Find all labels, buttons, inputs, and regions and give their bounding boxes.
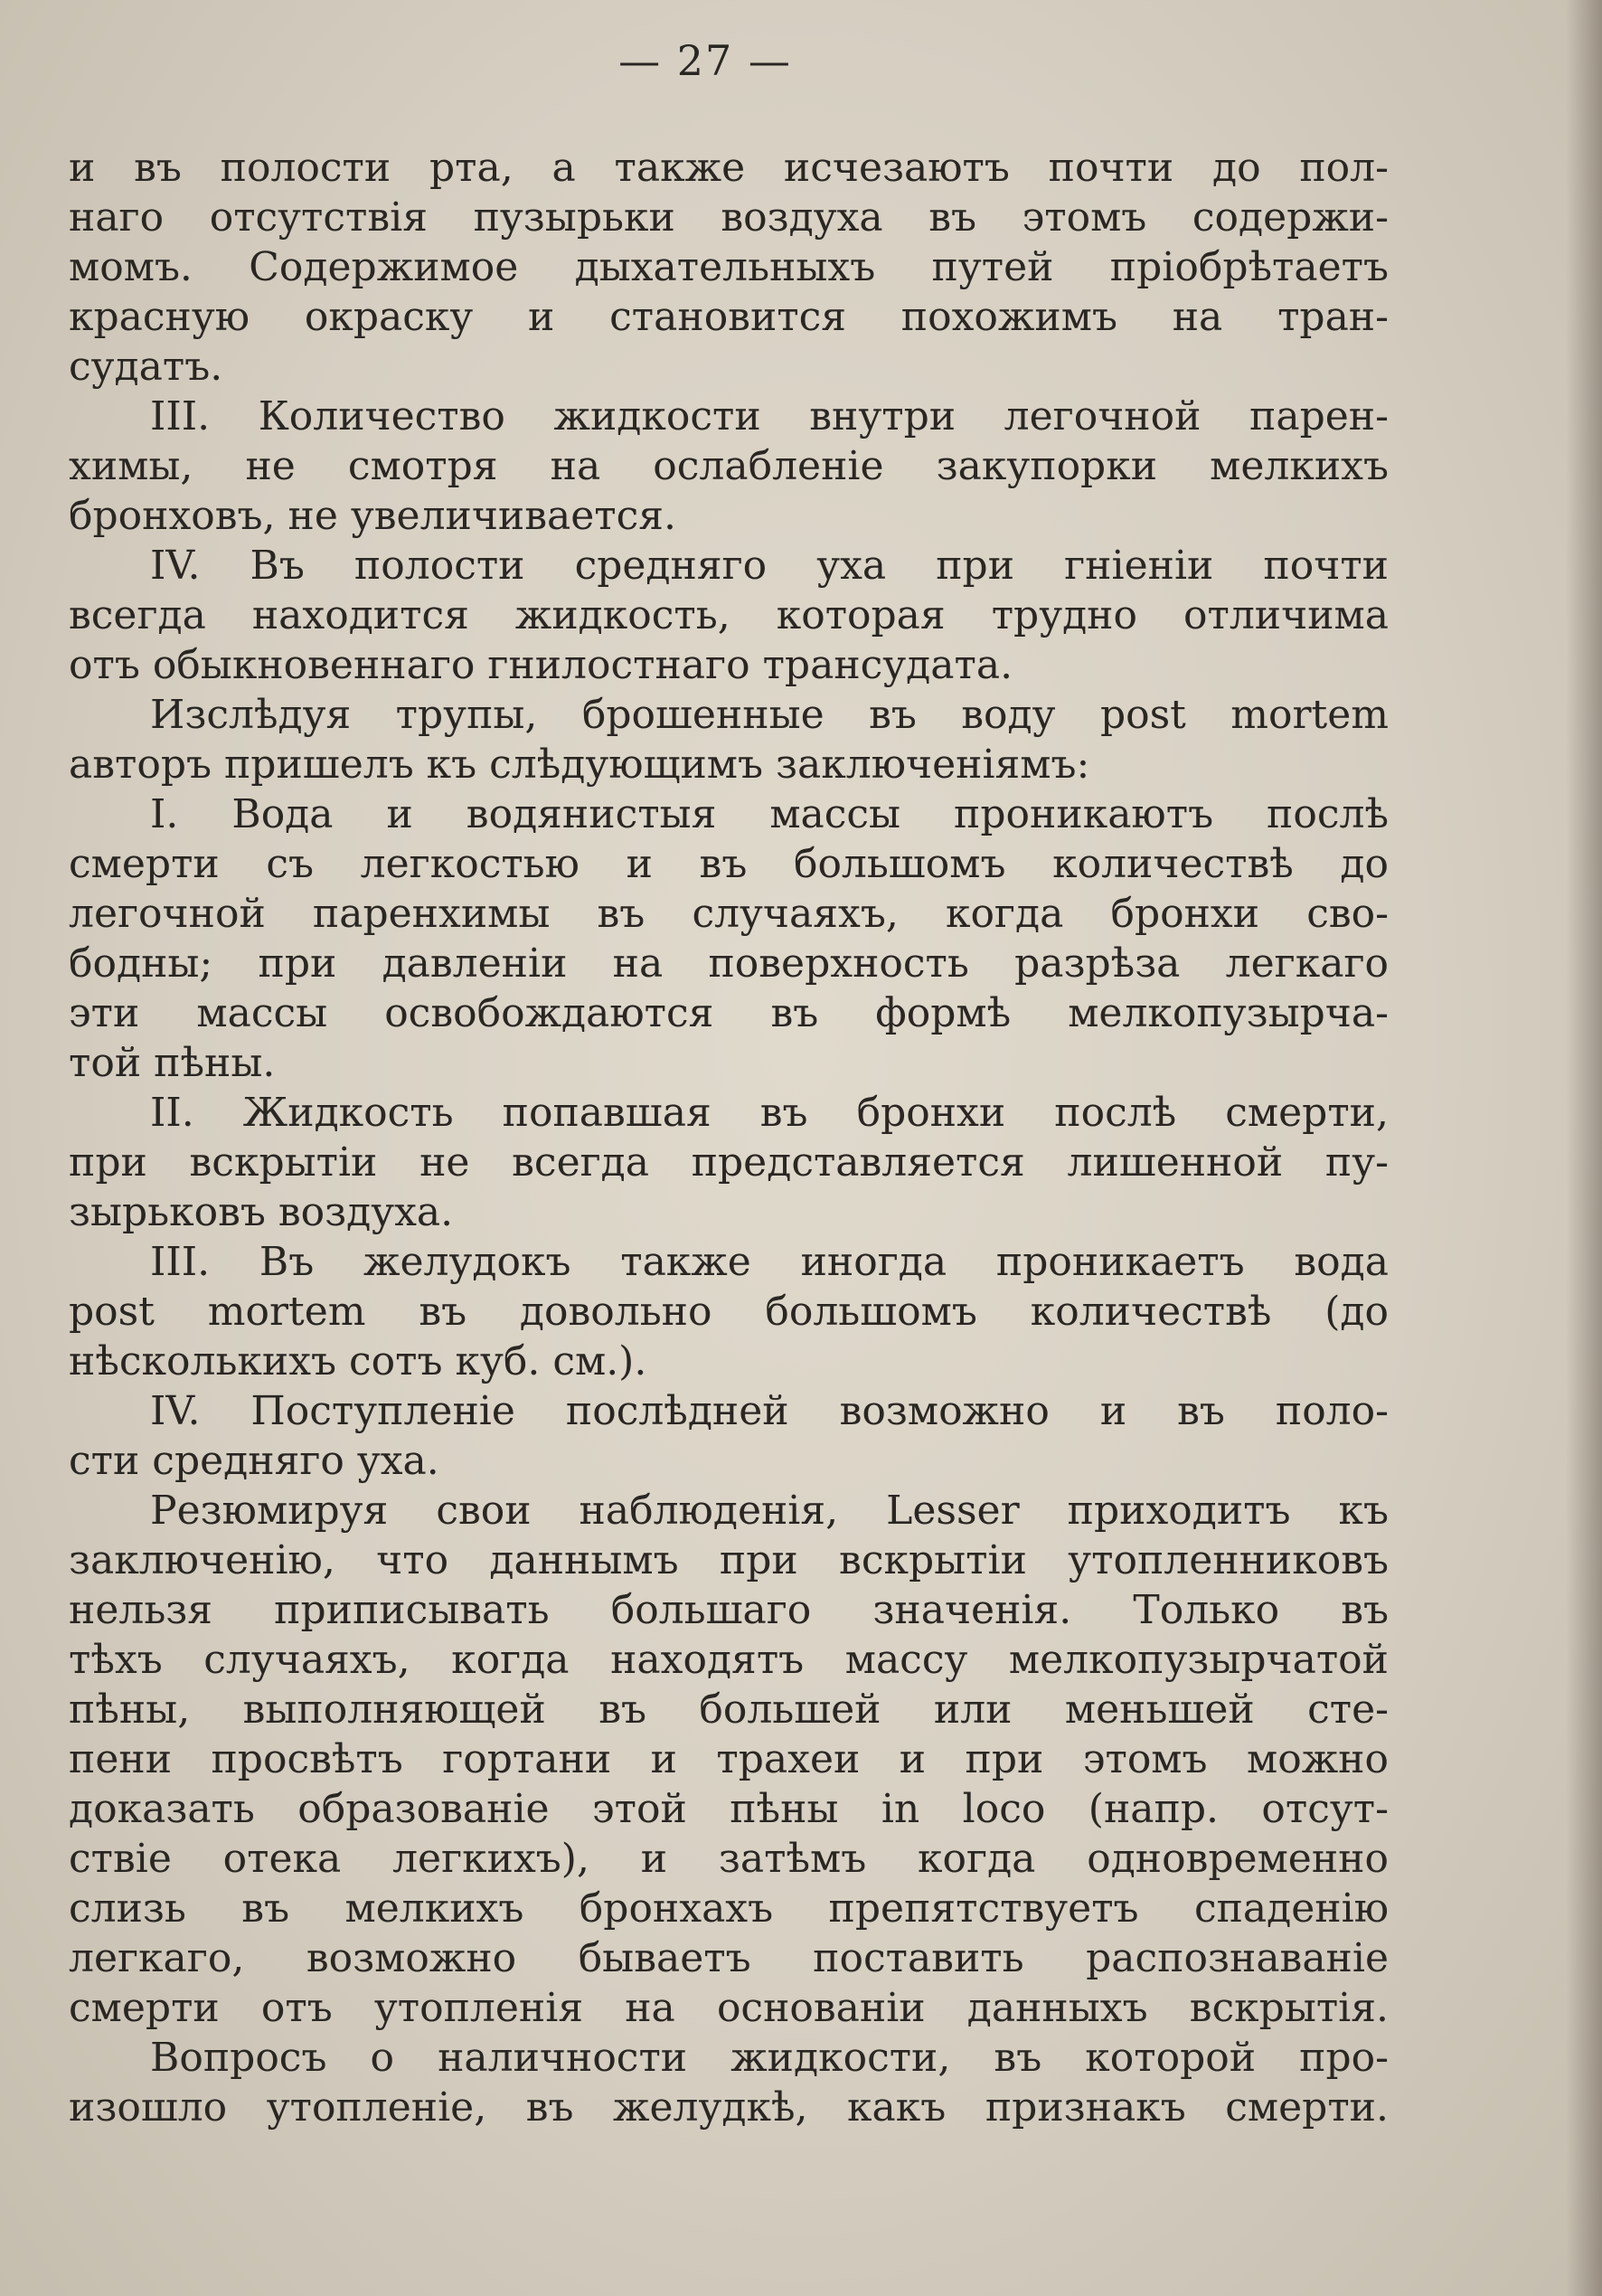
- text-line: авторъ пришелъ къ слѣдующимъ заключеніямъ:: [69, 742, 1090, 788]
- text-line: той пѣны.: [69, 1040, 276, 1086]
- text-line: момъ. Содержимое дыхательныхъ путей пріобрѣтаетъ: [69, 244, 1389, 290]
- text-line: судатъ.: [69, 344, 223, 390]
- text-line: Изслѣдуя трупы, брошенные въ воду post mortem: [150, 692, 1389, 738]
- text-line: I. Вода и водянистыя массы проникаютъ послѣ: [150, 791, 1389, 837]
- text-line: легочной паренхимы въ случаяхъ, когда бронхи сво-: [69, 891, 1389, 937]
- text-line: легкаго, возможно бываетъ поставить распознаваніе: [69, 1935, 1389, 1981]
- text-line: III. Въ желудокъ также иногда проникаетъ вода: [150, 1239, 1389, 1285]
- text-line: при вскрытіи не всегда представляется лишенной пу-: [69, 1139, 1389, 1186]
- text-line: красную окраску и становится похожимъ на тран-: [69, 294, 1389, 340]
- text-line: IV. Въ полости средняго уха при гніеніи почти: [150, 543, 1389, 589]
- text-line: пени просвѣтъ гортани и трахеи и при этомъ можно: [69, 1736, 1389, 1782]
- page-number: — 27 —: [618, 36, 792, 85]
- text-line: зырьковъ воздуха.: [69, 1189, 454, 1235]
- text-line: заключенію, что даннымъ при вскрытіи утопленниковъ: [69, 1537, 1389, 1583]
- text-line: изошло утопленіе, въ желудкѣ, какъ признакъ смерти.: [69, 2084, 1389, 2131]
- text-line: тѣхъ случаяхъ, когда находятъ массу мелкопузырчатой: [69, 1637, 1389, 1683]
- text-line: Вопросъ о наличности жидкости, въ которой про-: [150, 2035, 1389, 2081]
- text-line: нѣсколькихъ сотъ куб. см.).: [69, 1338, 647, 1384]
- text-line: бодны; при давленіи на поверхность разрѣза легкаго: [69, 940, 1389, 987]
- page-edge-shadow: [1566, 0, 1602, 2296]
- text-line: нельзя приписывать большаго значенія. Только въ: [69, 1587, 1389, 1633]
- text-line: пѣны, выполняющей въ большей или меньшей сте-: [69, 1687, 1389, 1733]
- text-line: отъ обыкновеннаго гнилостнаго трансудата.: [69, 642, 1013, 688]
- text-line: и въ полости рта, а также исчезаютъ почти до пол-: [69, 145, 1389, 191]
- text-line: доказать образованіе этой пѣны in loco (напр. отсут-: [69, 1786, 1389, 1832]
- text-line: слизь въ мелкихъ бронхахъ препятствуетъ спаденію: [69, 1885, 1389, 1932]
- text-line: IV. Поступленіе послѣдней возможно и въ поло-: [150, 1388, 1389, 1434]
- text-line: II. Жидкость попавшая въ бронхи послѣ смерти,: [150, 1090, 1389, 1136]
- text-line: химы, не смотря на ослабленіе закупорки мелкихъ: [69, 443, 1389, 489]
- body-text: [69, 143, 1389, 2132]
- text-line: post mortem въ довольно большомъ количествѣ (до: [69, 1289, 1389, 1335]
- text-line: III. Количество жидкости внутри легочной парен-: [150, 393, 1389, 439]
- text-line: сти средняго уха.: [69, 1438, 439, 1484]
- text-line: всегда находится жидкость, которая трудно отличима: [69, 592, 1389, 638]
- text-line: наго отсутствія пузырьки воздуха въ этомъ содержи-: [69, 194, 1389, 241]
- text-line: Резюмируя свои наблюденія, Lesser приходитъ къ: [150, 1488, 1389, 1534]
- text-line: смерти съ легкостью и въ большомъ количествѣ до: [69, 841, 1389, 887]
- text-line: эти массы освобождаются въ формѣ мелкопузырча-: [69, 990, 1389, 1036]
- text-line: ствіе отека легкихъ), и затѣмъ когда одновременно: [69, 1836, 1389, 1882]
- text-line: смерти отъ утопленія на основаніи данныхъ вскрытія.: [69, 1985, 1389, 2031]
- text-line: бронховъ, не увеличивается.: [69, 493, 677, 539]
